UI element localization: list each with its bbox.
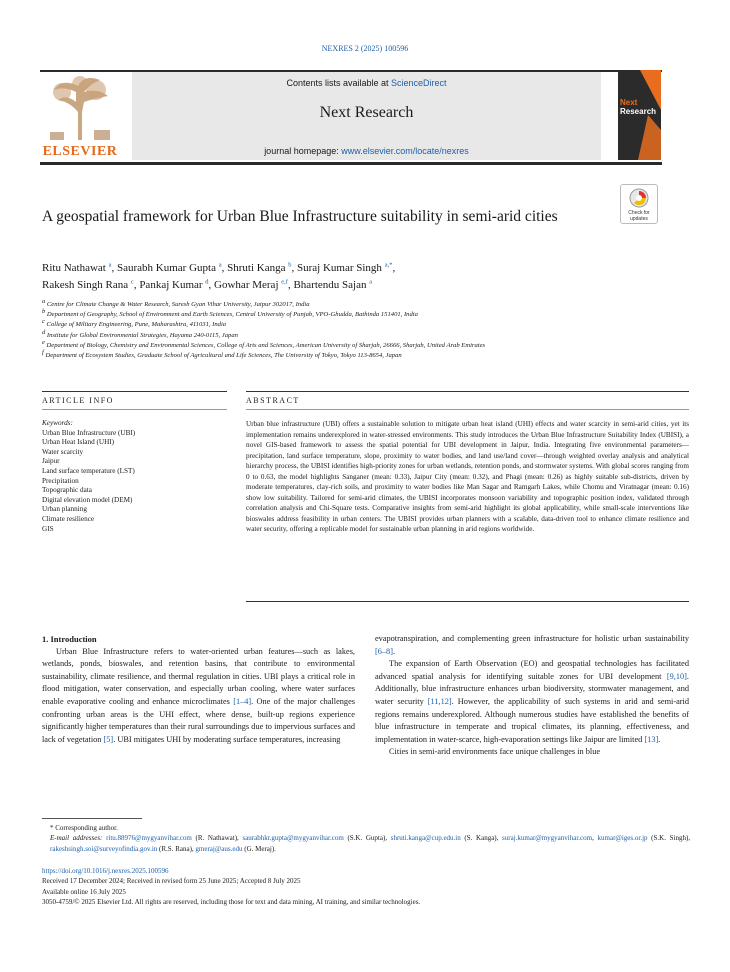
- email-owner: ,: [592, 834, 598, 843]
- author-affil-sup[interactable]: e,f: [281, 278, 288, 286]
- email-link[interactable]: gmeraj@aus.edu: [195, 844, 243, 853]
- check-updates-line2: updates: [630, 216, 648, 222]
- journal-homepage-link[interactable]: www.elsevier.com/locate/nexres: [341, 146, 469, 156]
- email-owner: (G. Meraj).: [242, 844, 276, 853]
- keyword-item: Digital elevation model (DEM): [42, 495, 133, 504]
- intro-paragraph-continued: [375, 633, 689, 658]
- email-owner: (S.K. Gupta),: [343, 834, 391, 843]
- cover-title-line2: Research: [620, 107, 657, 116]
- email-link[interactable]: shruti.kanga@cup.edu.in: [390, 834, 461, 843]
- keywords-label: Keywords:: [42, 419, 73, 427]
- paragraph-text: evapotranspiration, and complementing green infrastructure for holistic urban sustainability: [375, 634, 689, 643]
- citation-link[interactable]: [5]: [103, 734, 114, 744]
- author-name[interactable]: Suraj Kumar Singh: [296, 262, 382, 274]
- author-affil-sup[interactable]: a,*: [384, 261, 393, 269]
- email-owner: (R.S. Rana),: [157, 844, 196, 853]
- paragraph-text: .: [658, 734, 661, 744]
- keyword-item: Land surface temperature (LST): [42, 466, 135, 475]
- citation-link[interactable]: [1–4]: [233, 696, 252, 706]
- author-name[interactable]: Pankaj Kumar: [139, 279, 203, 291]
- doi-link[interactable]: https://doi.org/10.1016/j.nexres.2025.100596: [42, 867, 169, 875]
- author-name[interactable]: Ritu Nathawat: [42, 262, 106, 274]
- affiliation-key: a: [42, 297, 46, 305]
- article-info-sub-rule: [42, 409, 227, 410]
- author-name[interactable]: Shruti Kanga: [227, 262, 286, 274]
- header-bottom-rule: [40, 162, 662, 165]
- keyword-item: Topographic data: [42, 486, 92, 495]
- check-for-updates-badge[interactable]: [620, 184, 658, 224]
- affiliation-item: [42, 328, 682, 341]
- intro-paragraph-2: [375, 658, 689, 746]
- received-dates: Received 17 December 2024; Received in revised form 25 June 2025; Accepted 8 July 2025: [42, 877, 301, 886]
- introduction-heading: 1. Introduction: [42, 634, 97, 644]
- email-link[interactable]: saurabhkr.gupta@mygyanvihar.com: [242, 834, 344, 843]
- publication-info: [42, 866, 690, 908]
- author-name[interactable]: Bhartendu Sajan: [293, 279, 367, 291]
- abstract-heading: ABSTRACT: [246, 396, 300, 405]
- affiliation-text: Department of Ecosystem Studies, Graduate School of Agricultural and Life Sciences, The University of Tokyo, Tokyo 113-8654, Japan: [45, 352, 402, 360]
- keyword-item: Precipitation: [42, 476, 79, 485]
- keyword-item: Climate resilience: [42, 514, 95, 523]
- paragraph-text: Urban Blue Infrastructure refers to water-oriented urban features—such as lakes, wetlands, ponds, bioswales, and retention basins, that contribute to environmental sustainability, climate resilience, and thermal regulation in cities. UBI plays a critical role in flood mitigation, water conservation, and especially urban cooling, where water surfaces enable evaporative cooling and enhance microclimates: [42, 646, 355, 706]
- journal-name[interactable]: Next Research: [319, 104, 414, 121]
- affiliation-item: [42, 348, 682, 361]
- contents-available-line: [132, 78, 601, 88]
- author-list: Ritu Nathawat $^a$, Saurabh Kumar Gupta $^a$, Shruti Kanga $^b$, Suraj Kumar Singh $^{a,*}$, Rakesh Singh Rana $^c$, Pankaj Kumar $^d$, Gowhar Meraj $^{e,f}$, Bhartendu Sajan $^a$: [42, 261, 396, 291]
- paragraph-text: .: [392, 646, 396, 656]
- available-online-date: Available online 16 July 2025: [42, 887, 126, 896]
- paragraph-text: . UBI mitigates UHI by moderating surface temperatures, increasing: [113, 734, 341, 744]
- citation-link[interactable]: [9,10]: [666, 671, 687, 681]
- body-column-right: [375, 633, 689, 759]
- keyword-item: Jaipur: [42, 457, 60, 466]
- affiliation-text: Department of Biology, Chemistry and Environmental Sciences, College of Arts and Sciences, American University of Sharjah, 26666, Sharjah, United Arab Emirates: [46, 341, 486, 349]
- author-affil-sup[interactable]: a: [369, 278, 373, 286]
- affiliation-key: b: [42, 308, 46, 316]
- email-link[interactable]: rakeshsingh.soi@surveyofindia.gov.in: [50, 844, 158, 853]
- copyright-notice: 3050-4759/© 2025 Elsevier Ltd. All rights are reserved, including those for text and data mining, AI training, and similar technologies.: [42, 898, 421, 907]
- author-name[interactable]: Saurabh Kumar Gupta: [117, 262, 216, 274]
- author-affil-sup[interactable]: a: [218, 261, 222, 269]
- author-affil-sup[interactable]: b: [288, 261, 292, 269]
- keywords-block: [42, 419, 227, 534]
- intro-paragraph-3: Cities in semi-arid environments face unique challenges in blue: [389, 747, 601, 757]
- citation-link[interactable]: [6–8]: [375, 646, 393, 656]
- paragraph-text: . However, the applicability of such systems in arid and semi-arid regions remains underexplored. Although numerous studies have established the benefits of blue infrastructure in temperate and tropical climates, its planning, effectiveness, and implementation in water-scarce, high-evaporation settings like Jaipur are limited: [375, 696, 689, 744]
- paragraph-text: . Additionally, blue infrastructure enhances urban biodiversity, stormwater management, and water security: [375, 671, 689, 706]
- affiliation-key: e: [42, 338, 45, 346]
- abstract-bottom-rule: [246, 601, 689, 602]
- keyword-item: Water scarcity: [42, 447, 84, 456]
- affiliation-key: f: [42, 348, 44, 356]
- footnotes-block: [42, 823, 690, 854]
- affiliation-item: [42, 297, 682, 310]
- affiliation-item: [42, 338, 682, 351]
- abstract-text: Urban blue infrastructure (UBI) offers a sustainable solution to mitigate urban heat island (UHI) effects and water scarcity in semi-arid cities, yet its implementation remains underexplored in water-stressed environments. This study introduces the Urban Blue Infrastructure Suitability Index (UBISI), a novel GIS-based framework to assess the spatial potential for UBI development in Jaipur, India. Integrating five environmental parameters—precipitation, land surface temperature, slope, proximity to water bodies, and land use/land cover—through weighted overlay analysis and analytical hierarchy process, the UBISI identifies high-priority zones for urban wetlands, retention ponds, and stormwater systems. With global scores ranging from 0 to 0.63, the model highlights Sanganer (mean: 0.33), Jaipur City (mean: 0.32), and Phagi (mean: 0.26) as highly suitable sub-districts, driven by moderate temperatures, clay-rich soils, and proximity to water bodies like Man Sagar and Ramgarh Lakes, while Chomu and Viratnagar (mean: 0.16) show low suitability. Tailored for semi-arid climates, the UBISI incorporates monsoon variability and topographic position index, validated through correlation analysis and Chi-Square tests. Comparative insights from semi-arid highlight its global applicability, while small-scale interventions like bioswales address feasibility in urban centers. The UBISI provides urban planners with a scalable, data-driven tool to enhance climate resilience and water security, offering a replicable model for sustainable urban planning in arid regions worldwide.: [246, 420, 689, 534]
- paragraph-text: . One of the major challenges confronting urban areas is the UHI effect, where dense, built-up regions experience significantly higher temperatures than their rural surroundings due to impervious surfaces and lack of vegetation: [42, 696, 355, 744]
- citation-link[interactable]: [13]: [644, 734, 659, 744]
- affiliation-key: d: [42, 328, 46, 336]
- email-link[interactable]: kumar@iges.or.jp: [597, 834, 648, 843]
- journal-homepage-line: [132, 146, 601, 156]
- author-name[interactable]: Rakesh Singh Rana: [42, 279, 129, 291]
- footnote-rule: [42, 818, 142, 819]
- elsevier-wordmark: ELSEVIER: [42, 144, 118, 159]
- email-link[interactable]: suraj.kumar@mygyanvihar.com: [502, 834, 593, 843]
- sciencedirect-link[interactable]: ScienceDirect: [391, 78, 447, 88]
- email-addresses: [42, 833, 690, 854]
- affiliation-text: Department of Geography, School of Environment and Earth Sciences, Central University of Punjab, VPO-Ghudda, Bathinda 151401, India: [46, 311, 418, 319]
- email-owner: (S.K. Singh),: [647, 834, 691, 843]
- body-column-left: [42, 633, 355, 746]
- keyword-item: Urban planning: [42, 505, 87, 514]
- author-affil-sup[interactable]: c: [130, 278, 134, 286]
- affiliation-text: Institute for Global Environmental Strategies, Hayama 240-0115, Japan: [46, 331, 238, 339]
- article-title: A geospatial framework for Urban Blue Infrastructure suitability in semi-arid cities: [42, 208, 558, 225]
- email-label: E-mail addresses:: [50, 834, 107, 843]
- affiliation-key: c: [42, 318, 45, 326]
- citation-link[interactable]: [11,12]: [427, 696, 452, 706]
- journal-reference[interactable]: NEXRES 2 (2025) 100596: [321, 44, 409, 53]
- affiliation-item: [42, 310, 682, 320]
- intro-paragraph-1: [42, 646, 355, 747]
- keyword-item: Urban Blue Infrastructure (UBI): [42, 428, 136, 437]
- affiliation-text: Centre for Climate Change & Water Research, Suresh Gyan Vihar University, Jaipur 302017, India: [46, 301, 310, 308]
- email-link[interactable]: ritu.88976@mygyanvihar.com: [106, 834, 192, 843]
- email-owner: (S. Kanga),: [460, 834, 503, 843]
- author-name[interactable]: Gowhar Meraj: [214, 279, 279, 291]
- affiliation-list: [42, 297, 682, 361]
- cover-title-line1: Next: [620, 98, 638, 107]
- article-info-heading: ARTICLE INFO: [42, 396, 114, 405]
- check-updates-icon: [629, 188, 649, 208]
- author-affil-sup[interactable]: d: [205, 278, 209, 286]
- homepage-prefix: journal homepage:: [264, 146, 342, 156]
- article-info-top-rule: [42, 391, 227, 392]
- email-owner: (R. Nathawat),: [191, 834, 243, 843]
- corresponding-author-note: * Corresponding author.: [50, 824, 118, 832]
- journal-cover-thumbnail[interactable]: [618, 70, 661, 160]
- check-updates-line1: Check for: [628, 210, 650, 216]
- contents-prefix: Contents lists available at: [286, 78, 392, 88]
- abstract-top-rule: [246, 391, 689, 392]
- author-affil-sup[interactable]: a: [108, 261, 112, 269]
- affiliation-item: [42, 320, 682, 330]
- keyword-item: GIS: [42, 524, 54, 533]
- abstract-sub-rule: [246, 409, 689, 410]
- keyword-item: Urban Heat Island (UHI): [42, 438, 115, 447]
- paragraph-text: The expansion of Earth Observation (EO) and geospatial technologies has facilitated advanced spatial analysis for identifying suitable zones for UBI development: [375, 659, 689, 681]
- affiliation-text: College of Military Engineering, Pune, Maharashtra, 411031, India: [46, 321, 227, 329]
